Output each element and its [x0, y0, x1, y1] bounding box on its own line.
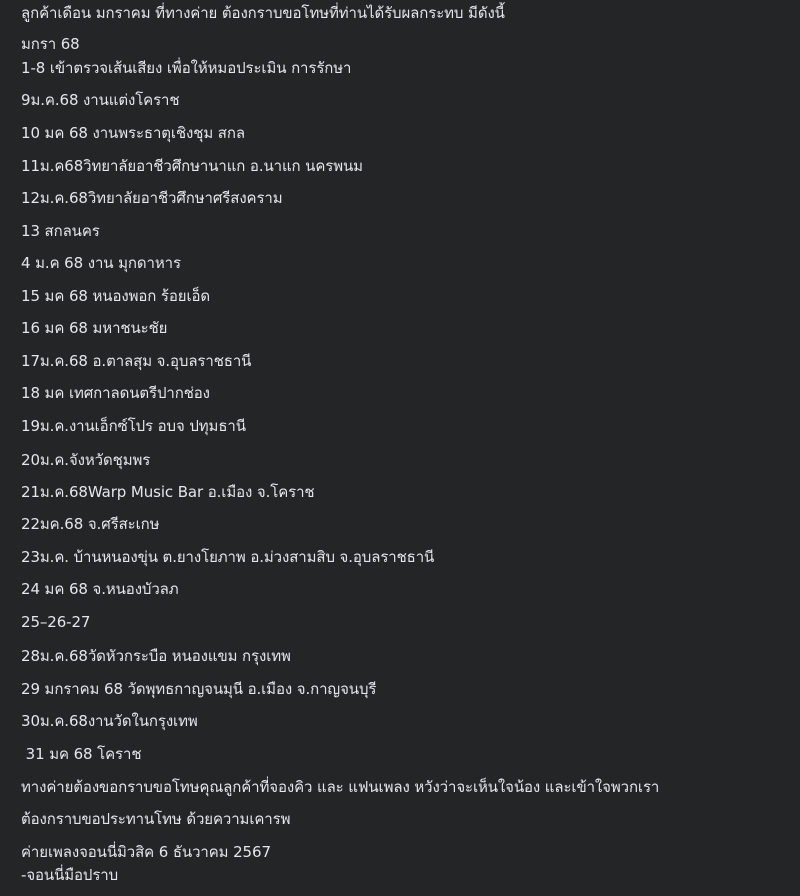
schedule-item: 15 มค 68 หนองพอก ร้อยเอ็ด — [21, 287, 211, 305]
schedule-item: 22มค.68 จ.ศรีสะเกษ — [21, 515, 160, 533]
schedule-item: 12ม.ค.68วิทยาลัยอาชีวศึกษาศรีสงคราม — [21, 189, 283, 207]
schedule-item: 16 มค 68 มหาชนะชัย — [21, 319, 168, 337]
schedule-item: 29 มกราคม 68 วัดพุทธกาญจนมุนี อ.เมือง จ.กาญจนบุรี — [21, 680, 377, 698]
schedule-item: 4 ม.ค 68 งาน มุกดาหาร — [21, 254, 181, 272]
schedule-item: 13 สกลนคร — [21, 222, 100, 240]
closing-text: ต้องกราบขอประทานโทษ ด้วยความเคารพ — [21, 810, 291, 828]
schedule-item: 18 มค เทศกาลดนตรีปากช่อง — [21, 384, 210, 402]
schedule-item: 28ม.ค.68วัดหัวกระบือ หนองแขม กรุงเทพ — [21, 647, 291, 665]
schedule-item: 23ม.ค. บ้านหนองขุ่น ต.ยางโยภาพ อ.ม่วงสามสิบ จ.อุบลราชธานี — [21, 548, 435, 566]
post-intro: ลูกค้าเดือน มกราคม ที่ทางค่าย ต้องกราบขอโทษที่ท่านได้รับผลกระทบ มีดังนี้ — [21, 4, 505, 22]
signoff-text: -จอนนี่มือปราบ — [21, 866, 119, 884]
signature-text: ค่ายเพลงจอนนี่มิวสิค 6 ธันวาคม 2567 — [21, 843, 271, 861]
schedule-item: 24 มค 68 จ.หนองบัวลภ — [21, 580, 179, 598]
schedule-item: 20ม.ค.จังหวัดชุมพร — [21, 451, 151, 469]
schedule-item: 10 มค 68 งานพระธาตุเชิงชุม สกล — [21, 124, 245, 142]
schedule-item: 25–26-27 — [21, 613, 91, 631]
apology-text: ทางค่ายต้องขอกราบขอโทษคุณลูกค้าที่จองคิว และ แฟนเพลง หวังว่าจะเห็นใจน้อง และเข้าใจพวกเรา — [21, 778, 660, 796]
month-header: มกรา 68 — [21, 35, 80, 53]
schedule-item: 17ม.ค.68 อ.ตาลสุม จ.อุบลราชธานี — [21, 352, 252, 370]
schedule-item: 21ม.ค.68Warp Music Bar อ.เมือง จ.โคราช — [21, 483, 315, 501]
schedule-item: 9ม.ค.68 งานแต่งโคราช — [21, 91, 180, 109]
schedule-item: 31 มค 68 โคราช — [21, 745, 142, 763]
schedule-item: 1-8 เข้าตรวจเส้นเสียง เพื่อให้หมอประเมิน การรักษา — [21, 59, 352, 77]
schedule-item: 11ม.ค68วิทยาลัยอาชีวศึกษานาแก อ.นาแก นครพนม — [21, 157, 363, 175]
schedule-item: 19ม.ค.งานเอ็กซ์โปร อบจ ปทุมธานี — [21, 417, 246, 435]
schedule-item: 30ม.ค.68งานวัดในกรุงเทพ — [21, 712, 198, 730]
